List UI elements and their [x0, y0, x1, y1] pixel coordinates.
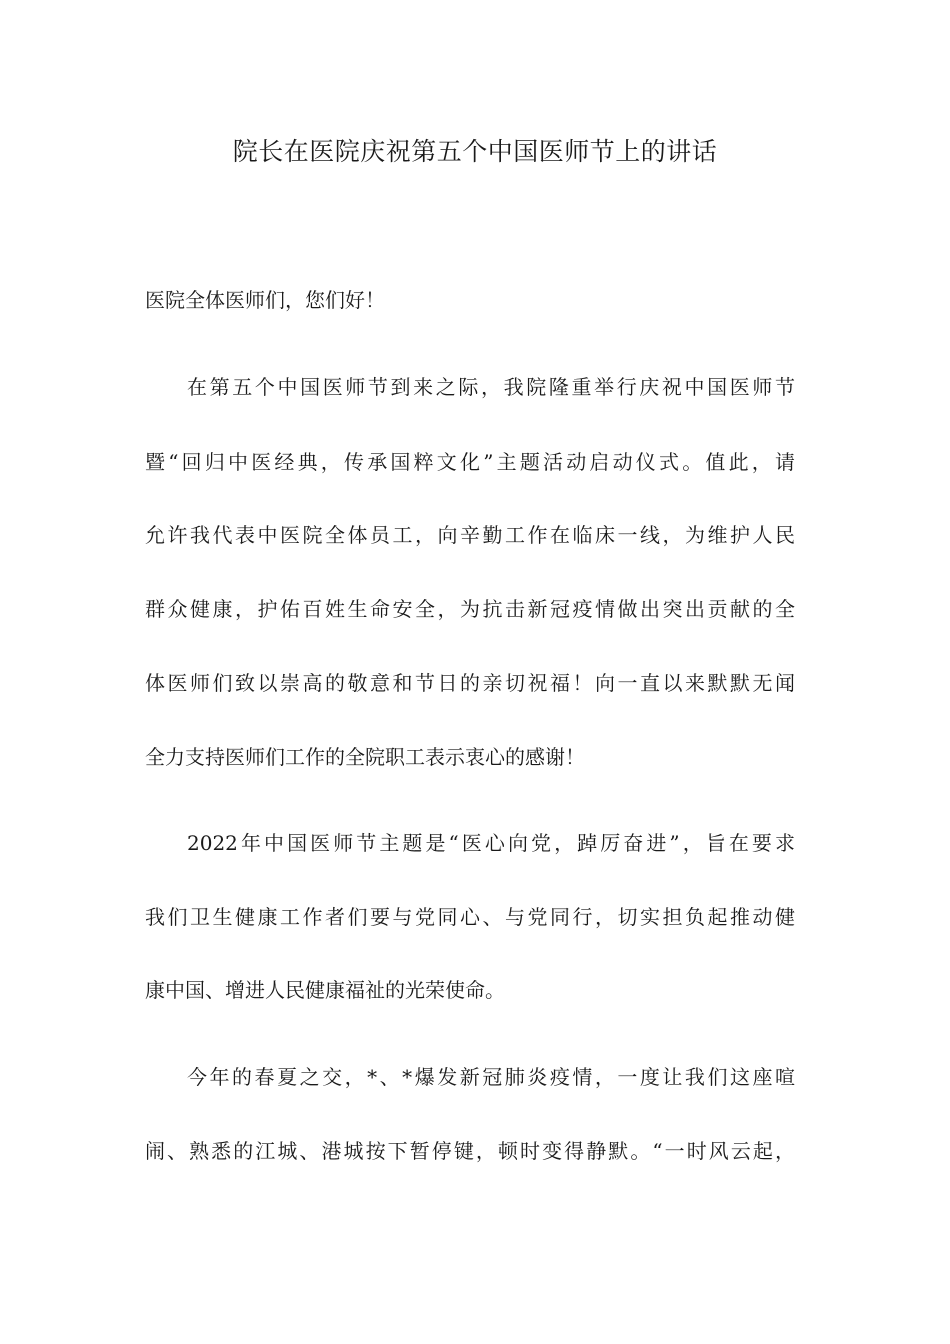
- salutation: 医院全体医师们，您们好！: [145, 288, 385, 312]
- paragraph-1-line-3: 允许我代表中医院全体员工，向辛勤工作在临床一线，为维护人民: [145, 523, 795, 547]
- paragraph-1-line-1: 在第五个中国医师节到来之际，我院隆重举行庆祝中国医师节: [187, 375, 795, 399]
- paragraph-2-line-3: 康中国、增进人民健康福祉的光荣使命。: [145, 978, 505, 1002]
- paragraph-2-line-2: 我们卫生健康工作者们要与党同心、与党同行，切实担负起推动健: [145, 905, 795, 929]
- paragraph-1-line-2: 暨“回归中医经典，传承国粹文化”主题活动启动仪式。值此，请: [145, 450, 795, 474]
- paragraph-2-line-1: 2022年中国医师节主题是“医心向党，踔厉奋进”，旨在要求: [187, 831, 795, 855]
- paragraph-1-line-4: 群众健康，护佑百姓生命安全，为抗击新冠疫情做出突出贡献的全: [145, 597, 795, 621]
- paragraph-3-line-2: 闹、熟悉的江城、港城按下暂停键，顿时变得静默。“一时风云起，: [145, 1139, 795, 1163]
- document-title: 院长在医院庆祝第五个中国医师节上的讲话: [232, 137, 718, 166]
- paragraph-1-line-5: 体医师们致以崇高的敬意和节日的亲切祝福！向一直以来默默无闻: [145, 671, 795, 695]
- paragraph-3-line-1: 今年的春夏之交，*、*爆发新冠肺炎疫情，一度让我们这座喧: [187, 1065, 795, 1089]
- paragraph-1-line-6: 全力支持医师们工作的全院职工表示衷心的感谢！: [145, 745, 585, 769]
